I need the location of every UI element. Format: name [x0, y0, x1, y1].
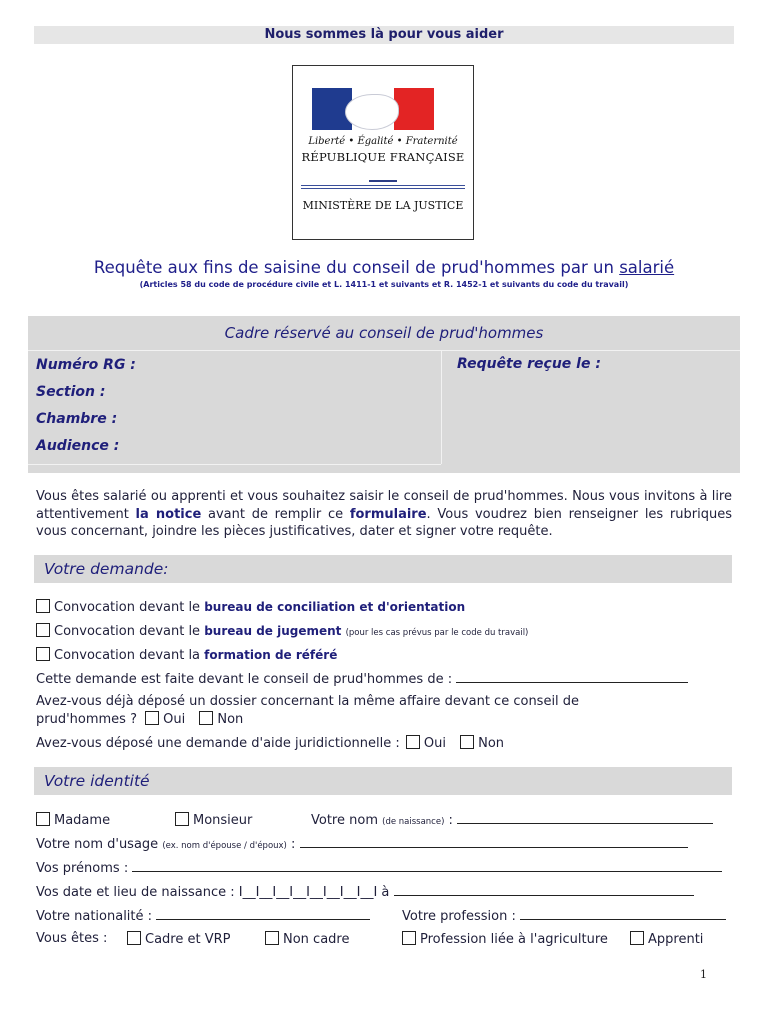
form-legal-references: (Articles 58 du code de procédure civile et L. 1411-1 et suivants et R. 1452-1 et suivants du code du travail): [139, 280, 629, 289]
option-note: (pour les cas prévus par le code du travail): [345, 628, 529, 638]
form-title-emphasis: salarié: [619, 258, 675, 277]
oui-label: Oui: [423, 736, 446, 751]
checkbox-cadre[interactable]: [127, 931, 141, 945]
section-demande-heading: Votre demande:: [34, 555, 732, 583]
reserved-column-divider: [441, 351, 442, 464]
madame-label: Madame: [54, 813, 111, 828]
statut-non-cadre[interactable]: [265, 931, 349, 947]
option-label: Convocation devant le: [54, 600, 205, 615]
checkbox-aide-oui[interactable]: [406, 735, 420, 749]
logo-republic: RÉPUBLIQUE FRANÇAISE: [301, 150, 465, 164]
option-label: Convocation devant la: [54, 648, 205, 663]
civilite-madame[interactable]: [36, 812, 110, 828]
profession-input[interactable]: [520, 908, 726, 920]
chambre-label: Chambre :: [36, 411, 118, 427]
checkbox-non-cadre[interactable]: [265, 931, 279, 945]
prenoms-input[interactable]: [132, 860, 722, 872]
notice-link[interactable]: la notice: [135, 506, 202, 522]
checkbox-refere[interactable]: [36, 647, 50, 661]
checkbox-monsieur[interactable]: [175, 812, 189, 826]
section-label: Section :: [36, 384, 106, 400]
help-banner: Nous sommes là pour vous aider: [34, 26, 734, 44]
checkbox-deja-depose-non[interactable]: [199, 711, 213, 725]
option-refere[interactable]: [36, 647, 337, 663]
intro-paragraph: [36, 488, 732, 541]
logo-divider: [301, 188, 465, 189]
aide-juridictionnelle-question: [36, 735, 504, 751]
logo-ministry: MINISTÈRE DE LA JUSTICE: [302, 199, 464, 212]
reserved-bottom-divider: [28, 464, 441, 465]
reserved-divider: [28, 350, 740, 351]
nom-label: Votre nom: [311, 813, 378, 828]
section-identite-heading: Votre identité: [34, 767, 732, 795]
conseil-input[interactable]: [456, 671, 688, 683]
option-label: Convocation devant le: [54, 624, 205, 639]
formulaire-emphasis: formulaire: [349, 506, 427, 522]
checkbox-conciliation[interactable]: [36, 599, 50, 613]
option-label-bold: bureau de jugement: [204, 624, 342, 638]
nom-usage-label: Votre nom d'usage: [36, 837, 159, 852]
checkbox-apprenti[interactable]: [630, 931, 644, 945]
prenoms-field: [36, 860, 722, 876]
conseil-field: [36, 671, 688, 687]
non-label: Non: [478, 736, 505, 751]
statut-apprenti[interactable]: [630, 931, 703, 947]
naissance-label: Vos date et lieu de naissance :: [36, 885, 239, 900]
nationalite-label: Votre nationalité :: [36, 909, 153, 924]
naissance-date-input[interactable]: I__I__I__I__I__I__I__I__I: [238, 885, 378, 900]
form-title-text: Requête aux fins de saisine du conseil de prud'hommes par un: [93, 258, 614, 277]
vous-etes-label: Vous êtes :: [36, 931, 108, 946]
form-title: [34, 258, 734, 277]
apprenti-label: Apprenti: [648, 932, 704, 947]
nationalite-input[interactable]: [156, 908, 370, 920]
nom-usage-field: Votre nom d'usage (ex. nom d'épouse / d'époux) :: [36, 836, 688, 852]
numero-rg-label: Numéro RG :: [36, 357, 136, 373]
nationalite-field: [36, 908, 370, 924]
conseil-label: Cette demande est faite devant le conseil de prud'hommes de :: [36, 672, 453, 687]
naissance-field: [36, 884, 694, 900]
deja-depose-label: prud'hommes ?: [36, 712, 137, 727]
civilite-monsieur[interactable]: [175, 812, 252, 828]
logo-divider-short: [369, 180, 397, 182]
checkbox-jugement[interactable]: [36, 623, 50, 637]
nom-usage-input[interactable]: [300, 836, 688, 848]
ministry-logo: [292, 65, 474, 240]
nom-usage-note: (ex. nom d'épouse / d'époux): [162, 841, 287, 851]
reserved-heading: Cadre réservé au conseil de prud'hommes: [224, 324, 544, 342]
reserved-panel: [28, 316, 740, 473]
aide-label: Avez-vous déposé une demande d'aide juridictionnelle :: [36, 736, 400, 751]
marianne-icon: [345, 94, 399, 130]
logo-divider: [301, 185, 465, 186]
profession-label: Votre profession :: [402, 909, 516, 924]
checkbox-deja-depose-oui[interactable]: [145, 711, 159, 725]
option-conciliation[interactable]: [36, 599, 465, 615]
option-label-bold: formation de référé: [204, 648, 338, 662]
page-number: 1: [700, 968, 707, 981]
naissance-lieu-input[interactable]: [394, 884, 694, 896]
monsieur-label: Monsieur: [193, 813, 253, 828]
deja-depose-question: Avez-vous déjà déposé un dossier concernant la même affaire devant ce conseil de: [36, 694, 580, 709]
checkbox-madame[interactable]: [36, 812, 50, 826]
option-jugement[interactable]: [36, 623, 528, 639]
profession-field: [402, 908, 726, 924]
statut-cadre[interactable]: [127, 931, 230, 947]
cadre-label: Cadre et VRP: [145, 932, 231, 947]
requete-recue-label: Requête reçue le :: [457, 356, 601, 372]
intro-text: Vous êtes salarié ou apprenti et vous souhaitez saisir le conseil de prud'hommes. Nous vous invitons à lire attentivement: [36, 489, 732, 522]
flag-red-band: [394, 88, 434, 130]
intro-text: . Vous voudrez bien renseigner les rubriques vous concernant, joindre les pièces justificatives, dater et signer votre requête.: [36, 506, 732, 539]
naissance-a-label: à: [381, 885, 390, 900]
non-cadre-label: Non cadre: [283, 932, 350, 947]
agriculture-label: Profession liée à l'agriculture: [420, 932, 608, 947]
oui-label: Oui: [163, 712, 186, 727]
checkbox-agriculture[interactable]: [402, 931, 416, 945]
deja-depose-answer: [36, 711, 243, 727]
prenoms-label: Vos prénoms :: [36, 861, 129, 876]
non-label: Non: [217, 712, 244, 727]
intro-text: avant de remplir ce: [201, 506, 350, 522]
checkbox-aide-non[interactable]: [460, 735, 474, 749]
nom-input[interactable]: [457, 812, 713, 824]
option-label-bold: bureau de conciliation et d'orientation: [204, 600, 466, 614]
nom-field: Votre nom (de naissance) :: [311, 812, 713, 828]
statut-agriculture[interactable]: [402, 931, 608, 947]
nom-note: (de naissance): [382, 817, 445, 827]
audience-label: Audience :: [36, 438, 120, 454]
logo-motto: Liberté • Égalité • Fraternité: [308, 136, 458, 147]
